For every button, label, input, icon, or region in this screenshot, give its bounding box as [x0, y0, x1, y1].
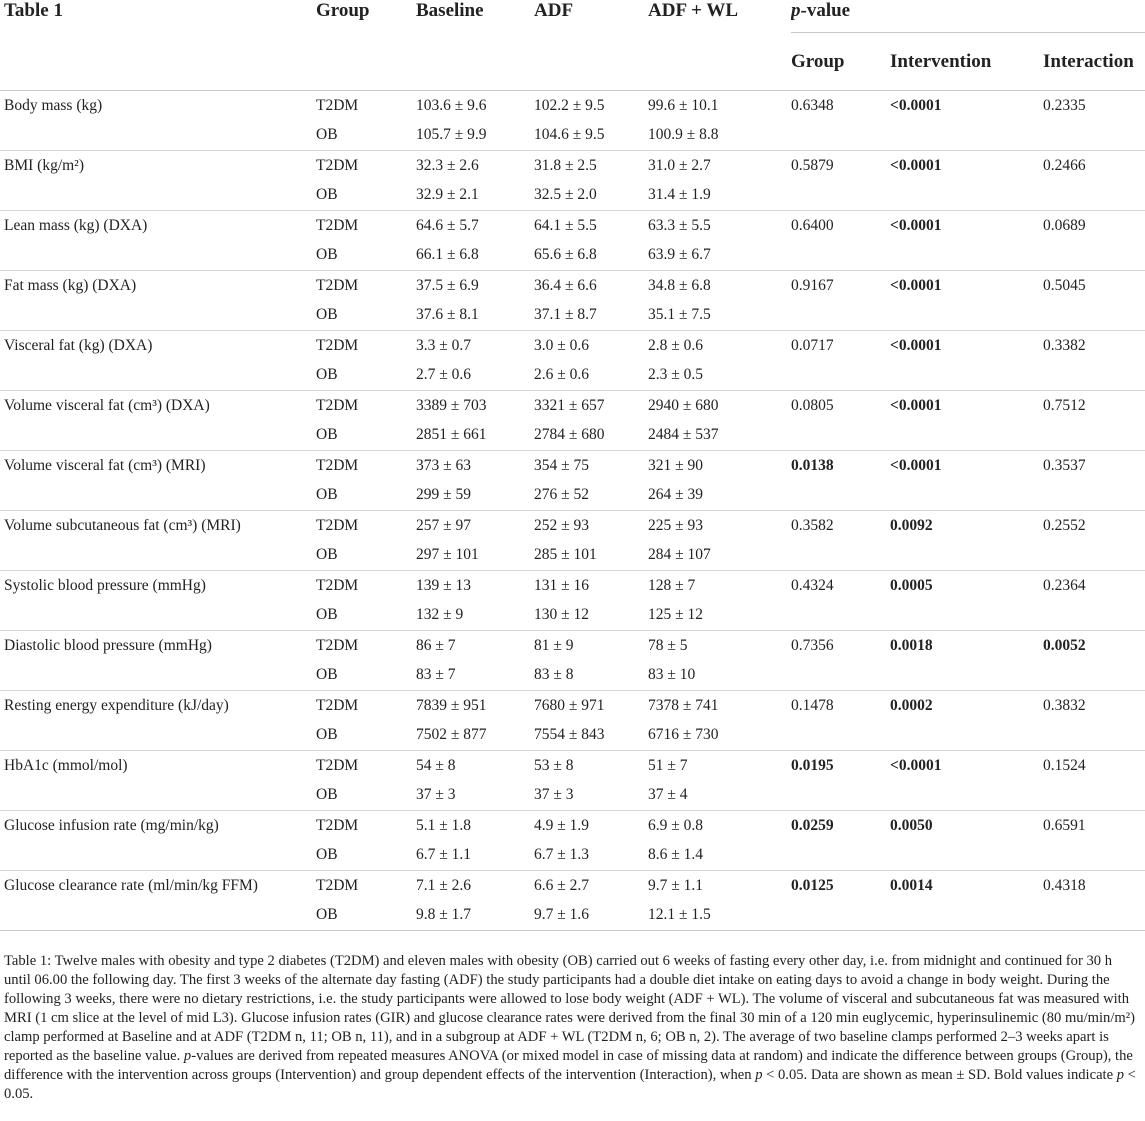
group-cell: OB [316, 726, 338, 744]
baseline-cell: 37 ± 3 [416, 786, 456, 804]
baseline-cell: 37.6 ± 8.1 [416, 306, 479, 324]
adf-wl-cell: 2484 ± 537 [648, 426, 719, 444]
table-row [0, 421, 1145, 451]
adf-wl-cell: 100.9 ± 8.8 [648, 126, 719, 144]
group-cell: T2DM [316, 271, 416, 301]
p-interaction-cell: 0.2552 [1043, 511, 1145, 541]
caption-part3: < 0.05. Data are shown as mean ± SD. Bold values indicate [762, 1067, 1117, 1083]
col-header-baseline: Baseline [416, 0, 484, 21]
adf-cell: 104.6 ± 9.5 [534, 126, 605, 144]
p-group-cell: 0.7356 [791, 631, 890, 661]
adf-cell: 3.0 ± 0.6 [534, 331, 648, 361]
p-interaction-cell: 0.2335 [1043, 96, 1086, 114]
group-cell: OB [316, 786, 338, 804]
adf-cell: 3321 ± 657 [534, 391, 648, 421]
table-row [0, 871, 1145, 901]
p-intervention-cell: <0.0001 [890, 391, 1043, 421]
adf-cell: 9.7 ± 1.6 [534, 901, 648, 931]
table-row [0, 151, 1145, 181]
p-interaction-cell: 0.7512 [1043, 391, 1145, 421]
adf-cell: 2.6 ± 0.6 [534, 366, 590, 384]
adf-wl-cell: 2.3 ± 0.5 [648, 366, 704, 384]
table-row [0, 661, 1145, 691]
group-cell: OB [316, 546, 338, 564]
p-interaction-cell: 0.5045 [1043, 271, 1145, 301]
p-intervention-cell: 0.0005 [890, 571, 1043, 601]
p-group-cell: 0.6400 [791, 211, 890, 241]
caption-part2: -values are derived from repeated measures ANOVA (or mixed model in case of missing data at random) and indicate the difference between groups (Group), the difference with the intervention across groups (Intervention) and group dependent effects of the intervention (Interaction), when [4, 1048, 1133, 1083]
adf-cell: 64.1 ± 5.5 [534, 211, 648, 241]
adf-cell: 7554 ± 843 [534, 726, 605, 744]
row-label: Fat mass (kg) (DXA) [0, 271, 316, 301]
row-label: Diastolic blood pressure (mmHg) [0, 631, 316, 661]
adf-cell: 31.8 ± 2.5 [534, 151, 648, 181]
adf-wl-cell: 284 ± 107 [648, 546, 711, 564]
adf-wl-cell: 37 ± 4 [648, 786, 688, 804]
table-row [0, 691, 1145, 721]
p-intervention-cell: <0.0001 [890, 331, 1043, 361]
p-interaction-cell: 0.4318 [1043, 871, 1145, 901]
group-cell: T2DM [316, 571, 416, 601]
table-row [0, 781, 1145, 811]
p-group-cell: 0.0717 [791, 331, 890, 361]
p-interaction-cell: 0.1524 [1043, 751, 1145, 781]
group-cell: T2DM [316, 811, 416, 841]
baseline-cell: 299 ± 59 [416, 486, 472, 504]
table-row [0, 751, 1145, 781]
baseline-cell: 105.7 ± 9.9 [416, 126, 487, 144]
p-intervention-cell: <0.0001 [890, 451, 1043, 481]
caption-p2: p [755, 1067, 763, 1083]
adf-cell: 252 ± 93 [534, 511, 648, 541]
table-row [0, 391, 1145, 421]
p-group-cell: 0.0125 [791, 871, 890, 901]
adf-cell: 53 ± 8 [534, 751, 648, 781]
adf-wl-cell: 9.7 ± 1.1 [648, 871, 791, 901]
p-intervention-cell: 0.0050 [890, 811, 1043, 841]
p-group-cell: 0.0259 [791, 811, 890, 841]
group-cell: T2DM [316, 871, 416, 901]
p-intervention-cell: 0.0014 [890, 871, 1043, 901]
baseline-cell: 7502 ± 877 [416, 726, 487, 744]
group-cell: OB [316, 306, 338, 324]
row-label: BMI (kg/m²) [0, 151, 316, 181]
table-row [0, 601, 1145, 631]
adf-wl-cell: 34.8 ± 6.8 [648, 271, 791, 301]
group-cell: T2DM [316, 751, 416, 781]
baseline-cell: 37.5 ± 6.9 [416, 271, 534, 301]
table-body [0, 91, 1145, 931]
baseline-cell: 32.9 ± 2.1 [416, 186, 479, 204]
p-group-cell: 0.3582 [791, 511, 890, 541]
pvalue-rest: -value [800, 0, 851, 21]
p-intervention-cell: <0.0001 [890, 211, 1043, 241]
baseline-cell: 5.1 ± 1.8 [416, 811, 534, 841]
baseline-cell: 139 ± 13 [416, 571, 534, 601]
table-title: Table 1 [4, 0, 63, 21]
adf-wl-cell: 2940 ± 680 [648, 391, 791, 421]
adf-cell: 131 ± 16 [534, 571, 648, 601]
adf-cell: 37 ± 3 [534, 786, 574, 804]
baseline-cell: 103.6 ± 9.6 [416, 96, 487, 114]
caption-p: p [183, 1048, 192, 1064]
p-group-cell: 0.9167 [791, 271, 890, 301]
p-interaction-cell: 0.3832 [1043, 691, 1145, 721]
adf-cell: 6.6 ± 2.7 [534, 871, 648, 901]
adf-wl-cell: 51 ± 7 [648, 751, 791, 781]
table-row [0, 241, 1145, 271]
col-header-adf: ADF [534, 0, 574, 21]
row-label: Glucose infusion rate (mg/min/kg) [0, 811, 316, 841]
row-label: Body mass (kg) [4, 96, 103, 114]
baseline-cell: 6.7 ± 1.1 [416, 846, 472, 864]
group-cell: T2DM [316, 331, 416, 361]
baseline-cell: 9.8 ± 1.7 [416, 901, 534, 931]
p-interaction-cell: 0.0052 [1043, 631, 1145, 661]
p-intervention-cell: <0.0001 [890, 271, 1043, 301]
table-row [0, 181, 1145, 211]
adf-wl-cell: 128 ± 7 [648, 571, 791, 601]
group-cell: OB [316, 246, 338, 264]
table-row [0, 811, 1145, 841]
p-interaction-cell: 0.3537 [1043, 451, 1145, 481]
group-cell: T2DM [316, 211, 416, 241]
adf-cell: 285 ± 101 [534, 546, 597, 564]
table-row [0, 541, 1145, 571]
group-cell: OB [316, 426, 338, 444]
adf-wl-cell: 125 ± 12 [648, 606, 704, 624]
baseline-cell: 64.6 ± 5.7 [416, 211, 534, 241]
baseline-cell: 32.3 ± 2.6 [416, 151, 534, 181]
table-row [0, 721, 1145, 751]
group-cell: T2DM [316, 631, 416, 661]
table-row [0, 211, 1145, 241]
row-label: Lean mass (kg) (DXA) [0, 211, 316, 241]
adf-wl-cell: 264 ± 39 [648, 486, 704, 504]
group-cell: OB [316, 486, 338, 504]
adf-cell: 37.1 ± 8.7 [534, 306, 597, 324]
adf-cell: 81 ± 9 [534, 631, 648, 661]
p-intervention-cell: 0.0092 [890, 511, 1043, 541]
p-group-cell: 0.1478 [791, 691, 890, 721]
group-cell: T2DM [316, 691, 416, 721]
row-label: Volume subcutaneous fat (cm³) (MRI) [0, 511, 316, 541]
adf-cell: 32.5 ± 2.0 [534, 186, 597, 204]
row-label: Systolic blood pressure (mmHg) [0, 571, 316, 601]
row-label: Volume visceral fat (cm³) (DXA) [0, 391, 316, 421]
p-intervention-cell: 0.0018 [890, 631, 1043, 661]
p-group-cell: 0.4324 [791, 571, 890, 601]
adf-cell: 354 ± 75 [534, 451, 648, 481]
subheader-intervention: Intervention [890, 33, 1043, 91]
adf-wl-cell: 31.0 ± 2.7 [648, 151, 791, 181]
adf-wl-cell: 83 ± 10 [648, 666, 696, 684]
subheader-interaction: Interaction [1043, 33, 1145, 91]
adf-wl-cell: 2.8 ± 0.6 [648, 331, 791, 361]
group-cell: T2DM [316, 96, 359, 114]
adf-cell: 6.7 ± 1.3 [534, 846, 590, 864]
table-row [0, 901, 1145, 931]
table-row [0, 301, 1145, 331]
table-row [0, 331, 1145, 361]
p-group-cell: 0.0195 [791, 751, 890, 781]
p-interaction-cell: 0.6591 [1043, 811, 1145, 841]
col-header-adf-wl: ADF + WL [648, 0, 738, 21]
group-cell: OB [316, 366, 338, 384]
table-row [0, 481, 1145, 511]
baseline-cell: 132 ± 9 [416, 606, 464, 624]
p-intervention-cell: <0.0001 [890, 96, 942, 114]
row-label: Visceral fat (kg) (DXA) [0, 331, 316, 361]
table-row [0, 91, 1145, 121]
group-cell: OB [316, 666, 338, 684]
table-row [0, 271, 1145, 301]
p-interaction-cell: 0.3382 [1043, 331, 1145, 361]
baseline-cell: 3.3 ± 0.7 [416, 331, 534, 361]
group-cell: OB [316, 606, 338, 624]
p-intervention-cell: 0.0002 [890, 691, 1043, 721]
table-row [0, 511, 1145, 541]
caption-part4: < 0.05. [4, 1067, 1136, 1102]
baseline-cell: 373 ± 63 [416, 451, 534, 481]
adf-wl-cell: 78 ± 5 [648, 631, 791, 661]
pvalue-p: p [791, 0, 801, 21]
adf-cell: 65.6 ± 6.8 [534, 246, 597, 264]
group-cell: OB [316, 186, 338, 204]
adf-wl-cell: 6716 ± 730 [648, 726, 719, 744]
adf-wl-cell: 12.1 ± 1.5 [648, 901, 791, 931]
row-label: Resting energy expenditure (kJ/day) [0, 691, 316, 721]
baseline-cell: 86 ± 7 [416, 631, 534, 661]
adf-cell: 102.2 ± 9.5 [534, 96, 605, 114]
adf-wl-cell: 8.6 ± 1.4 [648, 846, 704, 864]
table-row [0, 451, 1145, 481]
p-intervention-cell: <0.0001 [890, 151, 1043, 181]
adf-cell: 4.9 ± 1.9 [534, 811, 648, 841]
baseline-cell: 7839 ± 951 [416, 691, 534, 721]
group-cell: T2DM [316, 451, 416, 481]
adf-wl-cell: 35.1 ± 7.5 [648, 306, 711, 324]
p-group-cell: 0.0138 [791, 451, 890, 481]
adf-wl-cell: 63.9 ± 6.7 [648, 246, 711, 264]
row-label: Glucose clearance rate (ml/min/kg FFM) [0, 871, 316, 901]
table-row [0, 571, 1145, 601]
adf-wl-cell: 63.3 ± 5.5 [648, 211, 791, 241]
adf-cell: 83 ± 8 [534, 666, 574, 684]
table-row [0, 121, 1145, 151]
adf-wl-cell: 6.9 ± 0.8 [648, 811, 791, 841]
adf-wl-cell: 225 ± 93 [648, 511, 791, 541]
p-interaction-cell: 0.0689 [1043, 211, 1145, 241]
row-label: HbA1c (mmol/mol) [0, 751, 316, 781]
p-interaction-cell: 0.2364 [1043, 571, 1145, 601]
baseline-cell: 7.1 ± 2.6 [416, 871, 534, 901]
p-intervention-cell: <0.0001 [890, 751, 1043, 781]
adf-cell: 276 ± 52 [534, 486, 590, 504]
baseline-cell: 2.7 ± 0.6 [416, 366, 472, 384]
baseline-cell: 83 ± 7 [416, 666, 456, 684]
p-interaction-cell: 0.2466 [1043, 151, 1145, 181]
baseline-cell: 54 ± 8 [416, 751, 534, 781]
p-group-cell: 0.5879 [791, 151, 890, 181]
table-row [0, 841, 1145, 871]
table-row [0, 361, 1145, 391]
col-header-group: Group [316, 0, 370, 21]
group-cell: OB [316, 126, 338, 144]
adf-cell: 130 ± 12 [534, 606, 590, 624]
baseline-cell: 2851 ± 661 [416, 426, 487, 444]
adf-cell: 7680 ± 971 [534, 691, 648, 721]
caption-part1: Table 1: Twelve males with obesity and type 2 diabetes (T2DM) and eleven males with obesity (OB) carried out 6 weeks of fasting every other day, i.e. from midnight and continued for 30 h until 06.00 the following day. The first 3 weeks of the alternate day fasting (ADF) the study participants had a double diet intake on eating days to avoid a change in body weight. During the following 3 weeks, there were no dietary restrictions, i.e. the study participants were allowed to lose body weight (ADF + WL). The volume of visceral and subcutaneous fat was measured with MRI (1 cm slice at the level of mid L3). Glucose infusion rates (GIR) and glucose clearance rates were derived from the final 30 min of a 120 min euglycemic, hyperinsulinemic (80 mu/min/m²) clamp performed at Baseline and at ADF (T2DM n, 11; OB n, 11), and in a subgroup at ADF + WL (T2DM n, 6; OB n, 2). The average of two baseline clamps performed 2–3 weeks apart is reported as the baseline value. [4, 953, 1135, 1064]
group-cell: T2DM [316, 391, 416, 421]
adf-wl-cell: 7378 ± 741 [648, 691, 791, 721]
group-cell: OB [316, 901, 416, 931]
table-caption [4, 952, 1139, 1104]
group-cell: T2DM [316, 511, 416, 541]
baseline-cell: 297 ± 101 [416, 546, 479, 564]
subheader-group: Group [791, 33, 890, 91]
table-row [0, 631, 1145, 661]
adf-cell: 2784 ± 680 [534, 426, 605, 444]
group-cell: OB [316, 846, 338, 864]
baseline-cell: 257 ± 97 [416, 511, 534, 541]
p-group-cell: 0.6348 [791, 96, 834, 114]
group-cell: T2DM [316, 151, 416, 181]
adf-wl-cell: 321 ± 90 [648, 451, 791, 481]
adf-cell: 36.4 ± 6.6 [534, 271, 648, 301]
caption-p3: p [1116, 1067, 1125, 1083]
p-group-cell: 0.0805 [791, 391, 890, 421]
col-header-pvalue [791, 0, 1145, 33]
row-label: Volume visceral fat (cm³) (MRI) [0, 451, 316, 481]
adf-wl-cell: 31.4 ± 1.9 [648, 186, 711, 204]
baseline-cell: 3389 ± 703 [416, 391, 534, 421]
adf-wl-cell: 99.6 ± 10.1 [648, 96, 719, 114]
baseline-cell: 66.1 ± 6.8 [416, 246, 479, 264]
